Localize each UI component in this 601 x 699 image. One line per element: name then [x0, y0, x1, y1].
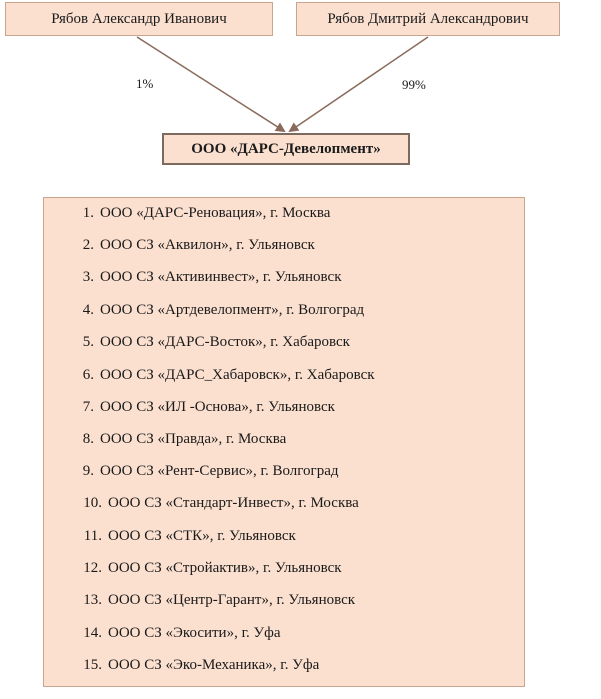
list-item [44, 460, 338, 482]
item-text: ООО СЗ «Артдевелопмент», г. Волгоград [100, 302, 365, 318]
item-text: ООО СЗ «Центр-Гарант», г. Ульяновск [108, 592, 356, 608]
item-number: 7. [82, 399, 94, 415]
item-number: 13. [83, 592, 102, 608]
item-text: ООО СЗ «Активинвест», г. Ульяновск [100, 269, 342, 285]
item-number: 5. [82, 334, 94, 350]
item-number: 3. [82, 269, 94, 285]
share-label-1: 1% [136, 76, 154, 91]
item-text: ООО СЗ «ИЛ -Основа», г. Ульяновск [100, 399, 335, 415]
list-item [44, 396, 335, 418]
item-number: 1. [82, 205, 94, 221]
owner-box-2 [296, 2, 560, 36]
item-text: ООО СЗ «Стандарт-Инвест», г. Москва [108, 495, 359, 511]
item-number: 6. [82, 367, 94, 383]
item-text: ООО СЗ «СТК», г. Ульяновск [108, 528, 296, 544]
list-item [44, 525, 296, 547]
item-number: 14. [83, 625, 102, 641]
list-item [44, 266, 341, 288]
item-text: ООО СЗ «Эко-Механика», г. Уфа [108, 657, 320, 673]
item-number: 10. [83, 495, 102, 511]
subsidiaries-box [43, 197, 525, 687]
item-number: 11. [83, 528, 102, 544]
list-item [44, 654, 319, 676]
owner-name: Рябов Александр Иванович [51, 10, 227, 27]
owner-box-1 [5, 2, 273, 36]
item-text: ООО СЗ «ДАРС-Восток», г. Хабаровск [100, 334, 350, 350]
list-item [44, 557, 342, 579]
list-item [44, 202, 330, 224]
list-item [44, 331, 350, 353]
item-number: 2. [82, 237, 94, 253]
item-text: ООО СЗ «Рент-Сервис», г. Волгоград [100, 463, 339, 479]
company-name: ООО «ДАРС-Девелопмент» [191, 140, 381, 157]
company-box [162, 133, 410, 165]
list-item [44, 234, 315, 256]
list-item [44, 364, 375, 386]
item-text: ООО СЗ «Аквилон», г. Ульяновск [100, 237, 315, 253]
arrow-owner-1-to-company [137, 37, 284, 131]
item-number: 4. [82, 302, 94, 318]
item-text: ООО СЗ «Стройактив», г. Ульяновск [108, 560, 342, 576]
item-number: 9. [82, 463, 94, 479]
owner-name: Рябов Дмитрий Александрович [327, 10, 529, 27]
item-text: ООО СЗ «Экосити», г. Уфа [108, 625, 281, 641]
list-item [44, 428, 286, 450]
list-item [44, 589, 355, 611]
list-item [44, 622, 281, 644]
item-number: 12. [83, 560, 102, 576]
item-text: ООО «ДАРС-Реновация», г. Москва [100, 205, 331, 221]
item-number: 15. [83, 657, 102, 673]
list-item [44, 299, 364, 321]
item-text: ООО СЗ «Правда», г. Москва [100, 431, 287, 447]
share-label-2: 99% [402, 77, 426, 92]
list-item [44, 492, 359, 514]
item-number: 8. [82, 431, 94, 447]
item-text: ООО СЗ «ДАРС_Хабаровск», г. Хабаровск [100, 367, 375, 383]
